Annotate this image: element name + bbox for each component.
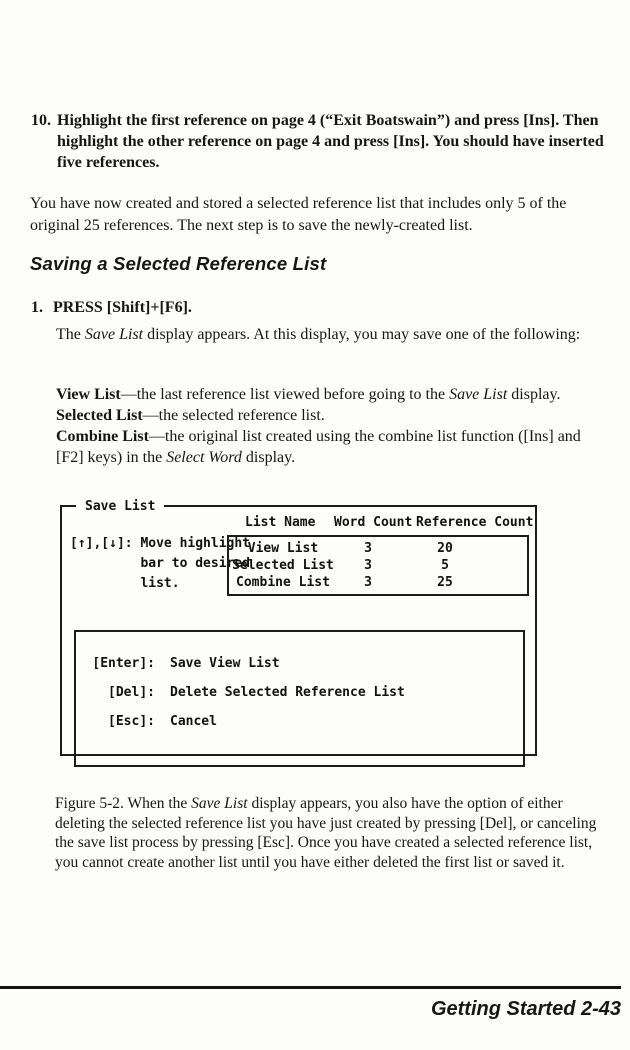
table-row-view-list[interactable] xyxy=(229,540,527,557)
key-label: [Del]: xyxy=(108,685,155,700)
text-run: Figure 5-2. When the xyxy=(55,795,192,812)
step-text: Highlight the first reference on page 4 (“Exit Boatswain”) and press [Ins]. Then highlight the other reference on page 4 and press [Ins]. You should have inserted five references. xyxy=(57,112,604,171)
intro-paragraph: You have now created and stored a selected reference list that includes only 5 of the original 25 references. The next step is to save the newly-created list. xyxy=(30,195,567,234)
list-name-cell: Selected List xyxy=(232,558,334,573)
definition-term: Selected List xyxy=(56,407,143,424)
definition-selected-list xyxy=(56,405,608,426)
save-list-title: Save List xyxy=(76,498,164,515)
table-row-selected-list[interactable] xyxy=(229,557,527,574)
text-run: display appears, you also have the option of either deleting the selected reference list you have just created by pressing [Del], or canceling the save list process by pressing [Esc]. Once you have created a selected reference list, you cannot create another list until you have either deleted the first list or saved it. xyxy=(55,795,597,871)
section-heading: Saving a Selected Reference List xyxy=(30,253,327,274)
reference-count-cell: 20 xyxy=(437,541,453,556)
definition-term: View List xyxy=(56,386,121,403)
command-del xyxy=(76,678,523,707)
word-count-cell: 3 xyxy=(364,541,372,556)
step-number: 1. xyxy=(31,299,43,316)
table-row-combine-list[interactable] xyxy=(229,574,527,591)
key-action: Save View List xyxy=(170,656,280,671)
list-name-cell: Combine List xyxy=(236,575,330,590)
italic-run: Save List xyxy=(191,795,248,812)
text-run: display appears. At this display, you may save one of the following: xyxy=(143,326,581,343)
definition-list xyxy=(56,384,608,468)
help-line: bar to desired xyxy=(70,556,251,571)
step-1-item xyxy=(31,297,591,318)
step-text: PRESS [Shift]+[F6]. xyxy=(53,299,192,316)
step-1-description xyxy=(56,324,586,346)
text-run: display. xyxy=(241,449,296,466)
column-header-word-count: Word Count xyxy=(334,515,413,530)
key-label: [Enter]: xyxy=(92,656,155,671)
text-run: The xyxy=(56,326,85,343)
save-list-screen xyxy=(60,499,537,756)
italic-run: Save List xyxy=(84,326,144,343)
definition-view-list xyxy=(56,384,608,405)
list-name-cell: View List xyxy=(247,541,319,556)
italic-run: Save List xyxy=(449,386,508,403)
step-10-item xyxy=(31,110,611,173)
page-footer: Getting Started 2-43 xyxy=(430,998,621,1020)
key-action: Delete Selected Reference List xyxy=(170,685,405,700)
command-box xyxy=(74,630,525,767)
word-count-cell: 3 xyxy=(364,575,372,590)
help-line: list. xyxy=(70,576,180,591)
command-esc xyxy=(76,707,523,736)
text-run: —the last reference list viewed before going to the xyxy=(120,386,450,403)
footer-rule xyxy=(0,986,621,989)
key-action: Cancel xyxy=(170,714,217,729)
figure-caption xyxy=(55,794,607,872)
help-line: [↑],[↓]: Move highlight xyxy=(70,536,251,551)
help-text xyxy=(70,534,250,594)
italic-run: Select Word xyxy=(166,449,242,466)
key-label: [Esc]: xyxy=(108,714,155,729)
definition-combine-list xyxy=(56,426,608,468)
text-run: —the original list created using the combine list function ([Ins] and [F2] keys) in the xyxy=(56,428,581,466)
command-enter xyxy=(76,649,523,678)
reference-count-cell: 25 xyxy=(437,575,453,590)
reference-count-cell: 5 xyxy=(441,558,449,573)
column-header-list-name: List Name xyxy=(245,515,316,530)
text-run: display. xyxy=(507,386,561,403)
text-run: —the selected reference list. xyxy=(142,407,325,424)
list-table xyxy=(227,535,529,596)
definition-term: Combine List xyxy=(56,428,149,445)
word-count-cell: 3 xyxy=(364,558,372,573)
step-number: 10. xyxy=(31,112,51,129)
column-header-reference-count: Reference Count xyxy=(416,515,534,530)
